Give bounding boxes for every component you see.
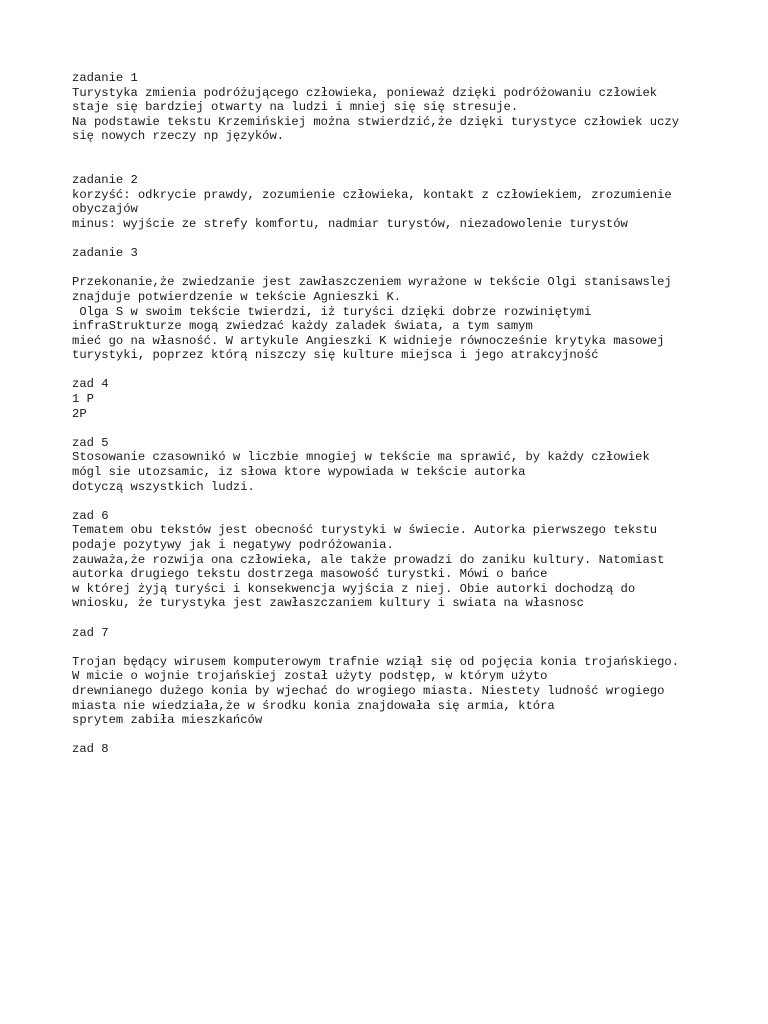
text-line: infraStrukturze mogą zwiedzać każdy zaladek świata, a tym samym: [72, 319, 533, 334]
text-line: zadanie 2: [72, 173, 138, 188]
blank-line: [72, 232, 732, 247]
text-line: zadanie 1: [72, 71, 138, 85]
text-line: staje się bardziej otwarty na ludzi i mniej się się stresuje.: [72, 100, 519, 115]
blank-line: [72, 261, 732, 276]
text-line: mieć go na własność. W artykule Angieszki K widnieje równocześnie krytyka masowej: [72, 333, 665, 348]
text-line: znajduje potwierdzenie w tekście Agnieszki K.: [72, 289, 402, 304]
text-line: W micie o wojnie trojańskiej został użyty podstęp, w którym użyto: [72, 669, 548, 684]
text-line: Przekonanie,że zwiedzanie jest zawłaszczeniem wyrażone w tekście Olgi stanisawslej: [72, 275, 672, 290]
text-line: podaje pozytywy jak i negatywy podróżowania.: [72, 538, 394, 552]
text-line: autorka drugiego tekstu dostrzega masowość turystki. Mówi o bańce: [72, 567, 548, 582]
text-line: drewnianego dużego konia by wjechać do wrogiego miasta. Niestety ludność wrogiego: [72, 683, 665, 698]
text-line: minus: wyjście ze strefy komfortu, nadmiar turystów, niezadowolenie turystów: [72, 216, 628, 231]
text-line: Trojan będący wirusem komputerowym trafnie wziął się od pojęcia konia trojańskiego.: [72, 654, 680, 669]
blank-line: [72, 728, 732, 743]
text-line: zad 4: [72, 377, 109, 392]
text-line: 1 P: [72, 392, 94, 407]
text-line: obyczajów: [72, 202, 138, 217]
text-line: zadanie 3: [72, 246, 138, 261]
blank-line: [72, 421, 732, 436]
blank-line: [72, 640, 732, 655]
text-line: zad 8: [72, 742, 109, 757]
blank-line: [72, 611, 732, 626]
text-line: Na podstawie tekstu Krzemińskiej można stwierdzić,że dzięki turystyce człowiek uczy: [72, 114, 680, 129]
text-line: Tematem obu tekstów jest obecność turystyki w świecie. Autorka pierwszego tekstu: [72, 523, 658, 538]
text-line: się nowych rzeczy np języków.: [72, 129, 285, 144]
text-line: zad 5: [72, 435, 109, 450]
text-line: korzyść: odkrycie prawdy, zozumienie człowieka, kontakt z człowiekiem, zrozumienie: [72, 187, 672, 202]
text-line: Olga S w swoim tekście twierdzi, iż turyści dzięki dobrze rozwiniętymi: [72, 304, 592, 319]
text-line: Turystyka zmienia podróżującego człowieka, ponieważ dzięki podróżowaniu człowiek: [72, 85, 658, 100]
blank-line: [72, 363, 732, 378]
text-line: Stosowanie czasownikó w liczbie mnogiej w tekście ma sprawić, by każdy człowiek: [72, 450, 650, 465]
text-line: zad 7: [72, 625, 109, 640]
text-line: zauważa,że rozwija ona człowieka, ale także prowadzi do zaniku kultury. Natomiast: [72, 552, 665, 567]
blank-line: [72, 144, 732, 159]
text-line: miasta nie wiedziała,że w środku konia znajdowała się armia, która: [72, 698, 555, 713]
blank-line: [72, 159, 732, 174]
text-line: turystyki, poprzez którą niszczy się kulture miejsca i jego atrakcyjność: [72, 348, 599, 363]
text-line: dotyczą wszystkich ludzi.: [72, 479, 255, 494]
text-line: wniosku, że turystyka jest zawłaszczaniem kultury i swiata na własnosc: [72, 596, 584, 611]
blank-line: [72, 494, 732, 509]
document-body: [72, 71, 732, 757]
text-line: zad 6: [72, 508, 109, 523]
text-line: sprytem zabiła mieszkańców: [72, 713, 263, 728]
text-line: mógl sie utozsamic, iz słowa ktore wypowiada w tekście autorka: [72, 465, 526, 480]
text-line: w której żyją turyści i konsekwencja wyjścia z niej. Obie autorki dochodzą do: [72, 581, 636, 596]
text-line: 2P: [72, 406, 87, 421]
